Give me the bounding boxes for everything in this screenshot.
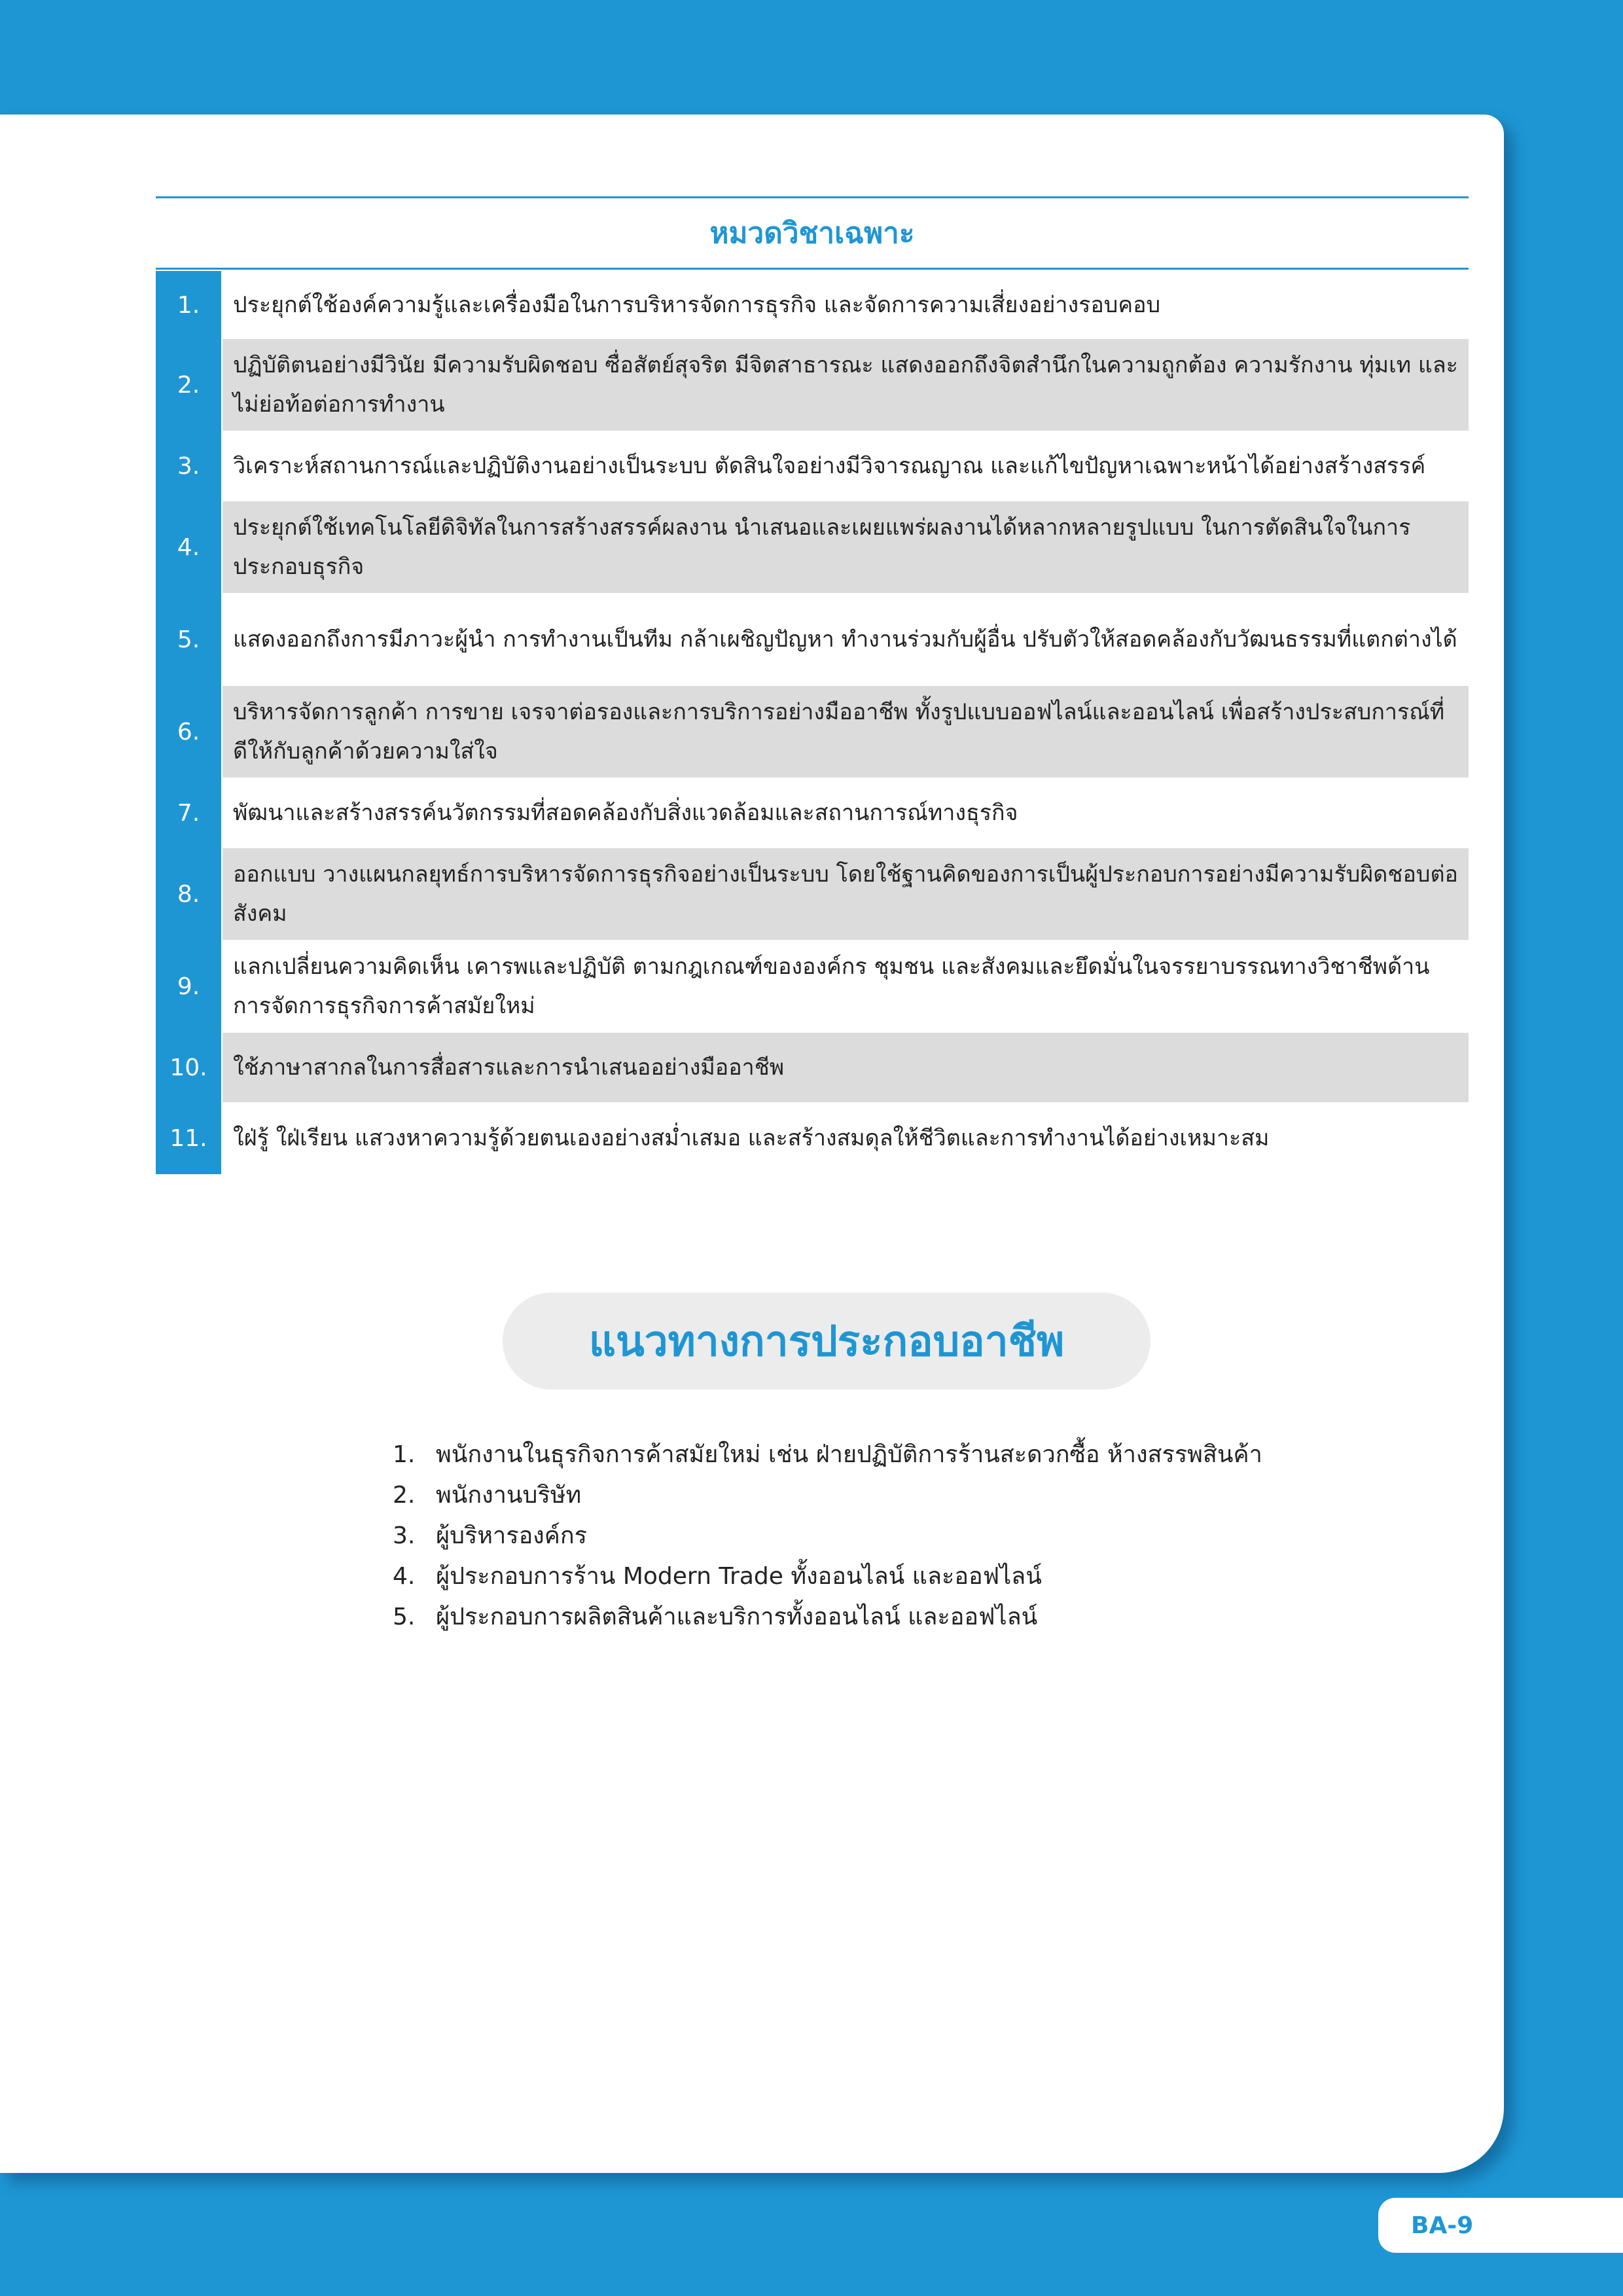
row-text: ปฏิบัติตนอย่างมีวินัย มีความรับผิดชอบ ซื่อสัตย์สุจริต มีจิตสาธารณะ แสดงออกถึงจิตสำนึกในความถูกต้อง ความรักงาน ทุ่มเท และไม่ย่อท้อต่อการทำงาน [223, 339, 1469, 431]
list-item-text: พนักงานบริษัท [436, 1482, 582, 1509]
row-text: ออกแบบ วางแผนกลยุทธ์การบริหารจัดการธุรกิจอย่างเป็นระบบ โดยใช้ฐานคิดของการเป็นผู้ประกอบการอย่างมีความรับผิดชอบต่อสังคม [223, 848, 1469, 940]
row-number: 6. [156, 686, 221, 778]
row-text: บริหารจัดการลูกค้า การขาย เจรจาต่อรองและการบริการอย่างมืออาชีพ ทั้งรูปแบบออฟไลน์และออนไลน์ เพื่อสร้างประสบการณ์ที่ดีให้กับลูกค้าด้วยความใส่ใจ [223, 686, 1469, 778]
page-number-tab [1378, 2198, 1623, 2253]
table-row [156, 848, 1469, 940]
row-text: ประยุกต์ใช้เทคโนโลยีดิจิทัลในการสร้างสรรค์ผลงาน นำเสนอและเผยแพร่ผลงานได้หลากหลายรูปแบบ ในการตัดสินใจในการประกอบธุรกิจ [223, 501, 1469, 593]
row-text: แลกเปลี่ยนความคิดเห็น เคารพและปฏิบัติ ตามกฎเกณฑ์ขององค์กร ชุมชน และสังคมและยึดมั่นในจรรยาบรรณทางวิชาชีพด้านการจัดการธุรกิจการค้าสมัยใหม่ [233, 954, 1430, 1019]
row-number: 2. [156, 339, 221, 431]
list-item-number: 3. [393, 1522, 416, 1549]
table-row [156, 593, 1469, 686]
career-list [393, 1435, 1440, 1638]
row-text: ใช้ภาษาสากลในการสื่อสารและการนำเสนออย่างมืออาชีพ [223, 1033, 1469, 1102]
table-row [156, 940, 1469, 1033]
competency-table [156, 271, 1469, 1174]
row-text: แสดงออกถึงการมีภาวะผู้นำ การทำงานเป็นทีม กล้าเผชิญปัญหา ทำงานร่วมกับผู้อื่น ปรับตัวให้สอดคล้องกับวัฒนธรรมที่แตกต่างได้ [233, 626, 1457, 653]
row-number: 9. [156, 940, 221, 1033]
list-item-text: ผู้ประกอบการร้าน Modern Trade ทั้งออนไลน์ และออฟไลน์ [436, 1563, 1042, 1590]
table-row [156, 1102, 1469, 1174]
career-title-pill [503, 1293, 1150, 1390]
table-row [156, 778, 1469, 848]
table-row [156, 501, 1469, 593]
list-item-text: พนักงานในธุรกิจการค้าสมัยใหม่ เช่น ฝ่ายปฏิบัติการร้านสะดวกซื้อ ห้างสรรพสินค้า [436, 1441, 1262, 1468]
table-row [156, 271, 1469, 339]
row-number: 1. [156, 271, 221, 339]
row-number: 10. [156, 1033, 221, 1102]
list-item [393, 1597, 1440, 1638]
list-item-number: 2. [393, 1482, 416, 1509]
row-text: วิเคราะห์สถานการณ์และปฏิบัติงานอย่างเป็นระบบ ตัดสินใจอย่างมีวิจารณญาณ และแก้ไขปัญหาเฉพาะหน้าได้อย่างสร้างสรรค์ [233, 453, 1426, 479]
list-item [393, 1435, 1440, 1475]
row-number: 5. [156, 593, 221, 686]
list-item-text: ผู้ประกอบการผลิตสินค้าและบริการทั้งออนไลน์ และออฟไลน์ [436, 1604, 1038, 1630]
list-item-number: 5. [393, 1604, 416, 1630]
list-item-number: 1. [393, 1441, 416, 1468]
table-row [156, 686, 1469, 778]
list-item [393, 1475, 1440, 1516]
row-text: ประยุกต์ใช้องค์ความรู้และเครื่องมือในการบริหารจัดการธุรกิจ และจัดการความเสี่ยงอย่างรอบคอบ [233, 292, 1161, 318]
career-title: แนวทางการประกอบอาชีพ [588, 1318, 1065, 1366]
list-item [393, 1556, 1440, 1597]
list-item-text: ผู้บริหารองค์กร [436, 1522, 587, 1549]
table-row [156, 1033, 1469, 1102]
table-row [156, 431, 1469, 501]
row-number: 4. [156, 501, 221, 593]
row-number: 11. [156, 1102, 221, 1174]
section-title: หมวดวิชาเฉพาะ [709, 217, 915, 250]
page-number: BA-9 [1411, 2212, 1474, 2239]
section-header [156, 196, 1469, 270]
row-text: พัฒนาและสร้างสรรค์นวัตกรรมที่สอดคล้องกับสิ่งแวดล้อมและสถานการณ์ทางธุรกิจ [233, 800, 1018, 826]
list-item [393, 1516, 1440, 1556]
table-row [156, 339, 1469, 431]
list-item-number: 4. [393, 1563, 416, 1590]
row-number: 8. [156, 848, 221, 940]
row-number: 7. [156, 778, 221, 848]
row-number: 3. [156, 431, 221, 501]
row-text: ใฝ่รู้ ใฝ่เรียน แสวงหาความรู้ด้วยตนเองอย่างสม่ำเสมอ และสร้างสมดุลให้ชีวิตและการทำงานได้อย่างเหมาะสม [233, 1125, 1270, 1151]
